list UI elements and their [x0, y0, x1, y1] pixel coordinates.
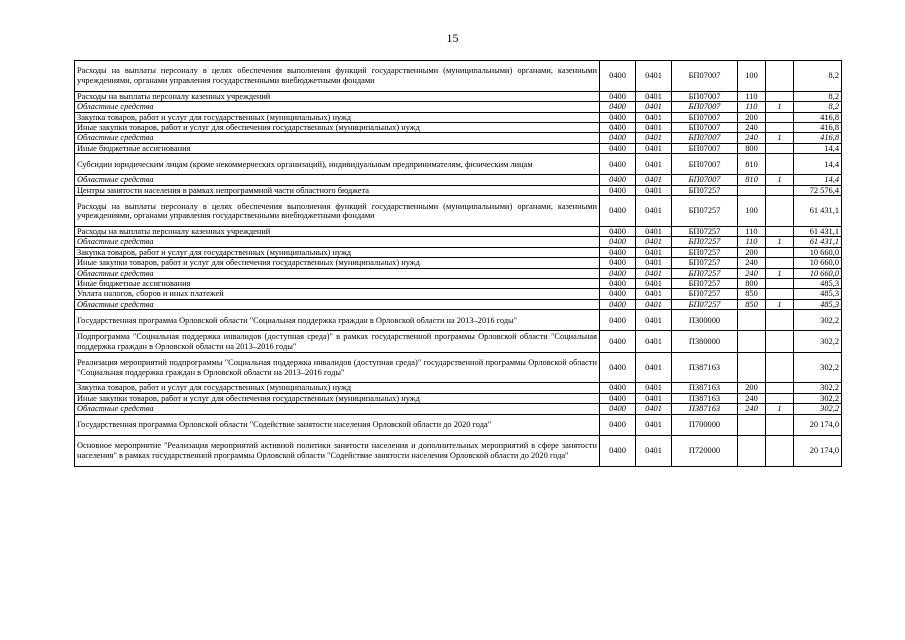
- section-code-cell: 0400: [600, 175, 636, 185]
- table-row: [75, 299, 842, 309]
- amount-cell: 10 660,0: [794, 247, 842, 257]
- table-row: [75, 154, 842, 175]
- funding-source-cell: [766, 154, 794, 175]
- subsection-code-cell: 0401: [636, 123, 672, 133]
- table-row: [75, 352, 842, 383]
- table-row: [75, 185, 842, 195]
- section-code-cell: 0400: [600, 383, 636, 393]
- funding-source-cell: 1: [766, 237, 794, 247]
- page-number: 15: [446, 31, 459, 45]
- row-name-cell: Расходы на выплаты персоналу казенных учреждений: [75, 91, 600, 101]
- table-row: [75, 237, 842, 247]
- funding-source-cell: 1: [766, 102, 794, 112]
- target-article-cell: БП07007: [672, 133, 738, 143]
- expense-type-cell: 810: [738, 154, 766, 175]
- funding-source-cell: 1: [766, 404, 794, 414]
- table-row: [75, 175, 842, 185]
- target-article-cell: БП07007: [672, 175, 738, 185]
- subsection-code-cell: 0401: [636, 299, 672, 309]
- subsection-code-cell: 0401: [636, 61, 672, 92]
- amount-cell: 10 660,0: [794, 258, 842, 268]
- section-code-cell: 0400: [600, 133, 636, 143]
- section-code-cell: 0400: [600, 91, 636, 101]
- amount-cell: 485,3: [794, 299, 842, 309]
- funding-source-cell: [766, 61, 794, 92]
- section-code-cell: 0400: [600, 279, 636, 289]
- funding-source-cell: [766, 279, 794, 289]
- expense-type-cell: 110: [738, 237, 766, 247]
- table-row: [75, 279, 842, 289]
- amount-cell: 485,3: [794, 279, 842, 289]
- expense-type-cell: 240: [738, 404, 766, 414]
- row-name-cell: Закупка товаров, работ и услуг для государственных (муниципальных) нужд: [75, 112, 600, 122]
- amount-cell: 61 431,1: [794, 227, 842, 237]
- target-article-cell: П700000: [672, 414, 738, 435]
- target-article-cell: БП07257: [672, 299, 738, 309]
- table-row: [75, 310, 842, 331]
- table-row: [75, 331, 842, 352]
- funding-source-cell: [766, 331, 794, 352]
- expense-type-cell: 200: [738, 247, 766, 257]
- funding-source-cell: 1: [766, 268, 794, 278]
- subsection-code-cell: 0401: [636, 91, 672, 101]
- funding-source-cell: [766, 185, 794, 195]
- section-code-cell: 0400: [600, 237, 636, 247]
- amount-cell: 302,2: [794, 352, 842, 383]
- expense-type-cell: [738, 352, 766, 383]
- table-row: [75, 112, 842, 122]
- section-code-cell: 0400: [600, 435, 636, 466]
- subsection-code-cell: 0401: [636, 196, 672, 227]
- section-code-cell: 0400: [600, 299, 636, 309]
- amount-cell: 416,8: [794, 123, 842, 133]
- expense-type-cell: 240: [738, 393, 766, 403]
- expense-type-cell: [738, 435, 766, 466]
- funding-source-cell: [766, 123, 794, 133]
- table-row: [75, 247, 842, 257]
- funding-source-cell: [766, 258, 794, 268]
- target-article-cell: БП07257: [672, 258, 738, 268]
- table-row: [75, 258, 842, 268]
- row-name-cell: Расходы на выплаты персоналу казенных учреждений: [75, 227, 600, 237]
- budget-table: [74, 60, 842, 467]
- table-row: [75, 123, 842, 133]
- row-name-cell: Подпрограмма "Социальная поддержка инвалидов (доступная среда)" в рамках государственной программы Орловской области "Социальная поддержка граждан в Орловской области на 2013–2016 годы": [75, 331, 600, 352]
- target-article-cell: БП07007: [672, 91, 738, 101]
- expense-type-cell: [738, 185, 766, 195]
- amount-cell: 14,4: [794, 154, 842, 175]
- amount-cell: 8,2: [794, 91, 842, 101]
- subsection-code-cell: 0401: [636, 352, 672, 383]
- amount-cell: 8,2: [794, 102, 842, 112]
- row-name-cell: Уплата налогов, сборов и иных платежей: [75, 289, 600, 299]
- funding-source-cell: [766, 414, 794, 435]
- expense-type-cell: 110: [738, 91, 766, 101]
- section-code-cell: 0400: [600, 61, 636, 92]
- section-code-cell: 0400: [600, 143, 636, 153]
- subsection-code-cell: 0401: [636, 133, 672, 143]
- amount-cell: 485,3: [794, 289, 842, 299]
- section-code-cell: 0400: [600, 352, 636, 383]
- funding-source-cell: [766, 91, 794, 101]
- subsection-code-cell: 0401: [636, 237, 672, 247]
- table-row: [75, 289, 842, 299]
- subsection-code-cell: 0401: [636, 227, 672, 237]
- table-row: [75, 404, 842, 414]
- section-code-cell: 0400: [600, 404, 636, 414]
- amount-cell: 302,2: [794, 310, 842, 331]
- funding-source-cell: [766, 196, 794, 227]
- subsection-code-cell: 0401: [636, 404, 672, 414]
- expense-type-cell: 240: [738, 123, 766, 133]
- subsection-code-cell: 0401: [636, 258, 672, 268]
- funding-source-cell: [766, 393, 794, 403]
- expense-type-cell: 110: [738, 227, 766, 237]
- row-name-cell: Закупка товаров, работ и услуг для государственных (муниципальных) нужд: [75, 383, 600, 393]
- amount-cell: 20 174,0: [794, 435, 842, 466]
- subsection-code-cell: 0401: [636, 268, 672, 278]
- target-article-cell: БП07257: [672, 185, 738, 195]
- section-code-cell: 0400: [600, 268, 636, 278]
- section-code-cell: 0400: [600, 102, 636, 112]
- row-name-cell: Иные закупки товаров, работ и услуг для обеспечения государственных (муниципальных) нужд: [75, 393, 600, 403]
- subsection-code-cell: 0401: [636, 102, 672, 112]
- section-code-cell: 0400: [600, 414, 636, 435]
- subsection-code-cell: 0401: [636, 175, 672, 185]
- expense-type-cell: 100: [738, 61, 766, 92]
- row-name-cell: Областные средства: [75, 404, 600, 414]
- subsection-code-cell: 0401: [636, 112, 672, 122]
- funding-source-cell: 1: [766, 133, 794, 143]
- row-name-cell: Субсидии юридическим лицам (кроме некоммерческих организаций), индивидуальным предпринимателям, физическим лицам: [75, 154, 600, 175]
- target-article-cell: БП07257: [672, 289, 738, 299]
- expense-type-cell: 850: [738, 289, 766, 299]
- expense-type-cell: [738, 310, 766, 331]
- amount-cell: 416,8: [794, 112, 842, 122]
- funding-source-cell: 1: [766, 299, 794, 309]
- funding-source-cell: [766, 435, 794, 466]
- row-name-cell: Иные бюджетные ассигнования: [75, 279, 600, 289]
- expense-type-cell: 200: [738, 383, 766, 393]
- table-row: [75, 393, 842, 403]
- subsection-code-cell: 0401: [636, 247, 672, 257]
- amount-cell: 72 576,4: [794, 185, 842, 195]
- target-article-cell: П380000: [672, 331, 738, 352]
- subsection-code-cell: 0401: [636, 414, 672, 435]
- expense-type-cell: 240: [738, 268, 766, 278]
- section-code-cell: 0400: [600, 393, 636, 403]
- expense-type-cell: 800: [738, 279, 766, 289]
- amount-cell: 302,2: [794, 393, 842, 403]
- expense-type-cell: [738, 414, 766, 435]
- target-article-cell: БП07257: [672, 247, 738, 257]
- section-code-cell: 0400: [600, 331, 636, 352]
- subsection-code-cell: 0401: [636, 185, 672, 195]
- table-row: [75, 102, 842, 112]
- row-name-cell: Центры занятости населения в рамках непрограммной части областного бюджета: [75, 185, 600, 195]
- expense-type-cell: 850: [738, 299, 766, 309]
- table-row: [75, 435, 842, 466]
- section-code-cell: 0400: [600, 289, 636, 299]
- table-body: [75, 61, 842, 467]
- amount-cell: 14,4: [794, 143, 842, 153]
- section-code-cell: 0400: [600, 258, 636, 268]
- target-article-cell: П387163: [672, 404, 738, 414]
- target-article-cell: БП07257: [672, 227, 738, 237]
- expense-type-cell: 240: [738, 258, 766, 268]
- funding-source-cell: [766, 112, 794, 122]
- row-name-cell: Государственная программа Орловской области "Содействие занятости населения Орловской области до 2020 года": [75, 414, 600, 435]
- funding-source-cell: [766, 143, 794, 153]
- amount-cell: 10 660,0: [794, 268, 842, 278]
- section-code-cell: 0400: [600, 196, 636, 227]
- amount-cell: 302,2: [794, 404, 842, 414]
- row-name-cell: Областные средства: [75, 175, 600, 185]
- amount-cell: 61 431,1: [794, 196, 842, 227]
- target-article-cell: П387163: [672, 383, 738, 393]
- section-code-cell: 0400: [600, 123, 636, 133]
- target-article-cell: БП07007: [672, 154, 738, 175]
- target-article-cell: П387163: [672, 352, 738, 383]
- target-article-cell: БП07257: [672, 268, 738, 278]
- funding-source-cell: [766, 310, 794, 331]
- funding-source-cell: [766, 289, 794, 299]
- subsection-code-cell: 0401: [636, 393, 672, 403]
- table-row: [75, 383, 842, 393]
- expense-type-cell: 240: [738, 133, 766, 143]
- row-name-cell: Областные средства: [75, 133, 600, 143]
- row-name-cell: Областные средства: [75, 299, 600, 309]
- target-article-cell: П720000: [672, 435, 738, 466]
- table-row: [75, 61, 842, 92]
- expense-type-cell: [738, 331, 766, 352]
- subsection-code-cell: 0401: [636, 383, 672, 393]
- amount-cell: 20 174,0: [794, 414, 842, 435]
- amount-cell: 14,4: [794, 175, 842, 185]
- expense-type-cell: 810: [738, 175, 766, 185]
- target-article-cell: БП07257: [672, 196, 738, 227]
- row-name-cell: Реализация мероприятий подпрограммы "Социальная поддержка инвалидов (доступная среда)" государственной программы Орловской области "Социальная поддержка граждан в Орловской области на 2013–2016 годы": [75, 352, 600, 383]
- expense-type-cell: 110: [738, 102, 766, 112]
- table-row: [75, 227, 842, 237]
- amount-cell: 302,2: [794, 331, 842, 352]
- row-name-cell: Государственная программа Орловской области "Социальная поддержка граждан в Орловской области на 2013–2016 годы": [75, 310, 600, 331]
- row-name-cell: Иные закупки товаров, работ и услуг для обеспечения государственных (муниципальных) нужд: [75, 123, 600, 133]
- section-code-cell: 0400: [600, 227, 636, 237]
- row-name-cell: Областные средства: [75, 268, 600, 278]
- section-code-cell: 0400: [600, 112, 636, 122]
- amount-cell: 302,2: [794, 383, 842, 393]
- subsection-code-cell: 0401: [636, 435, 672, 466]
- row-name-cell: Иные закупки товаров, работ и услуг для обеспечения государственных (муниципальных) нужд: [75, 258, 600, 268]
- table-row: [75, 91, 842, 101]
- subsection-code-cell: 0401: [636, 331, 672, 352]
- section-code-cell: 0400: [600, 154, 636, 175]
- row-name-cell: Закупка товаров, работ и услуг для государственных (муниципальных) нужд: [75, 247, 600, 257]
- target-article-cell: БП07257: [672, 279, 738, 289]
- target-article-cell: П300000: [672, 310, 738, 331]
- funding-source-cell: [766, 352, 794, 383]
- row-name-cell: Расходы на выплаты персоналу в целях обеспечения выполнения функций государственными (муниципальными) органами, казенными учреждениями, органами управления государственными внебюджетными фондами: [75, 61, 600, 92]
- table-row: [75, 133, 842, 143]
- table-row: [75, 196, 842, 227]
- subsection-code-cell: 0401: [636, 143, 672, 153]
- subsection-code-cell: 0401: [636, 289, 672, 299]
- target-article-cell: БП07007: [672, 123, 738, 133]
- subsection-code-cell: 0401: [636, 154, 672, 175]
- expense-type-cell: 200: [738, 112, 766, 122]
- target-article-cell: П387163: [672, 393, 738, 403]
- row-name-cell: Областные средства: [75, 237, 600, 247]
- amount-cell: 8,2: [794, 61, 842, 92]
- funding-source-cell: [766, 247, 794, 257]
- subsection-code-cell: 0401: [636, 310, 672, 331]
- section-code-cell: 0400: [600, 310, 636, 331]
- amount-cell: 416,8: [794, 133, 842, 143]
- table-row: [75, 414, 842, 435]
- funding-source-cell: [766, 227, 794, 237]
- row-name-cell: Иные бюджетные ассигнования: [75, 143, 600, 153]
- funding-source-cell: 1: [766, 175, 794, 185]
- target-article-cell: БП07007: [672, 61, 738, 92]
- row-name-cell: Расходы на выплаты персоналу в целях обеспечения выполнения функций государственными (муниципальными) органами, казенными учреждениями, органами управления государственными внебюджетными фондами: [75, 196, 600, 227]
- expense-type-cell: 800: [738, 143, 766, 153]
- table-row: [75, 143, 842, 153]
- target-article-cell: БП07007: [672, 112, 738, 122]
- section-code-cell: 0400: [600, 247, 636, 257]
- funding-source-cell: [766, 383, 794, 393]
- expense-type-cell: 100: [738, 196, 766, 227]
- target-article-cell: БП07007: [672, 102, 738, 112]
- target-article-cell: БП07257: [672, 237, 738, 247]
- target-article-cell: БП07007: [672, 143, 738, 153]
- row-name-cell: Основное мероприятие "Реализация мероприятий активной политики занятости населения и дополнительных мероприятий в сфере занятости населения" в рамках государственной программы Орловской области "Содействие занятости населения Орловской области до 2020 года": [75, 435, 600, 466]
- section-code-cell: 0400: [600, 185, 636, 195]
- subsection-code-cell: 0401: [636, 279, 672, 289]
- row-name-cell: Областные средства: [75, 102, 600, 112]
- amount-cell: 61 431,1: [794, 237, 842, 247]
- table-row: [75, 268, 842, 278]
